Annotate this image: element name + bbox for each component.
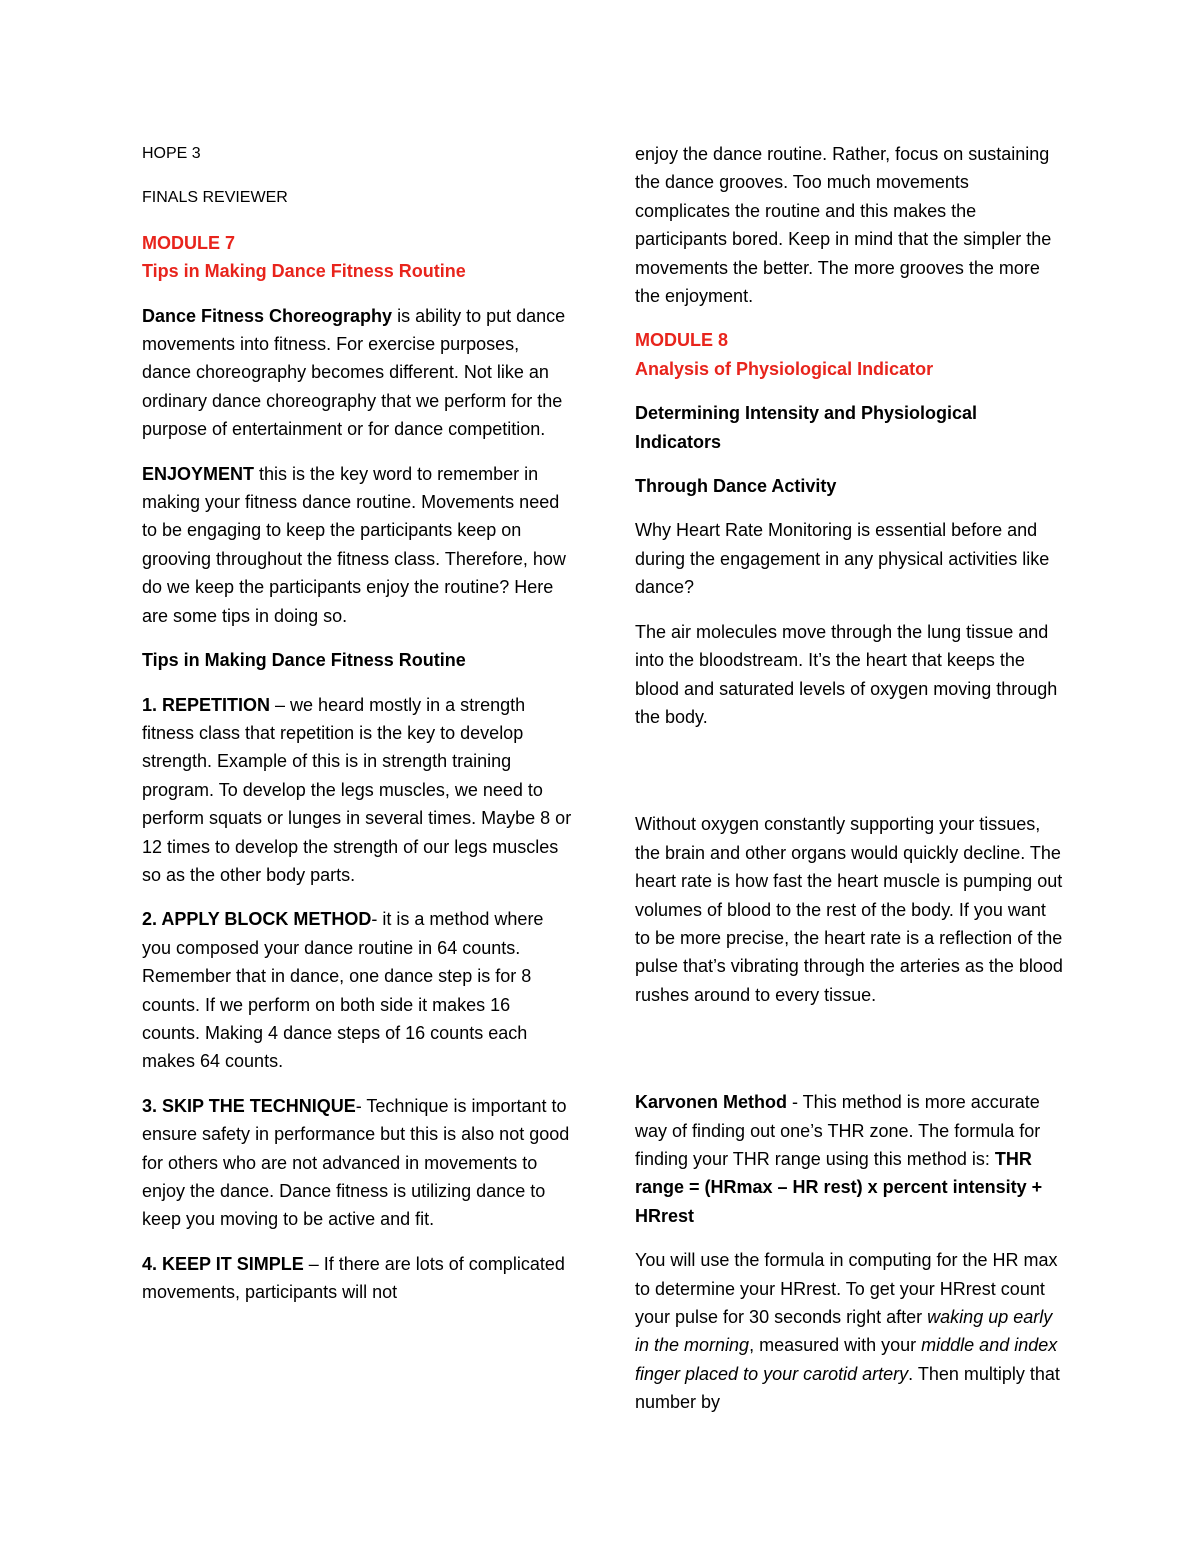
- tip-block-method-term: 2. APPLY BLOCK METHOD: [142, 909, 372, 930]
- blank-space-2: [635, 1025, 1065, 1088]
- choreography-text: is ability to put dance movements into fitness. For exercise purposes, dance choreography becomes different. Not like an ordinary dance choreography that we perform for the purpose of entertainment or for dance competition.: [142, 305, 566, 440]
- keep-simple-continued: enjoy the dance routine. Rather, focus on sustaining the dance grooves. Too much movements complicates the routine and this makes the participants bored. Keep in mind that the simpler the movements the better. The more grooves the more the enjoyment.: [635, 144, 1052, 307]
- tip-block-method: [142, 905, 572, 1075]
- karvonen-text: - This method is more accurate way of finding out one’s THR zone. The formula for finding your THR range using this method is:: [635, 1092, 1041, 1169]
- enjoyment-text: this is the key word to remember in making your fitness dance routine. Movements need to be engaging to keep the participants keep on grooving throughout the fitness class. Therefore, how do we keep the participants enjoy the routine? Here are some tips in doing so.: [142, 463, 566, 626]
- heart-rate-question: Why Heart Rate Monitoring is essential before and during the engagement in any physical activities like dance?: [635, 520, 1050, 598]
- reviewer-label: FINALS REVIEWER: [142, 189, 288, 207]
- dance-activity-heading: Through Dance Activity: [635, 476, 837, 497]
- hrrest-emphasis-finger: middle and index finger placed to your carotid artery: [635, 1335, 1058, 1384]
- air-molecules-paragraph: The air molecules move through the lung tissue and into the bloodstream. It’s the heart that keeps the blood and saturated levels of oxygen moving through the body.: [635, 621, 1058, 727]
- left-column: [142, 140, 572, 1307]
- module8-label: MODULE 8: [635, 330, 729, 351]
- tip-keep-simple-text: – If there are lots of complicated movements, participants will not: [142, 1253, 565, 1303]
- tip-keep-simple: [142, 1250, 572, 1307]
- tip-repetition-term: 1. REPETITION: [142, 694, 271, 715]
- enjoyment-term: ENJOYMENT: [142, 463, 255, 484]
- module7-title: Tips in Making Dance Fitness Routine: [142, 261, 466, 282]
- right-column: [635, 140, 1065, 1417]
- tip-block-method-text: - it is a method where you composed your dance routine in 64 counts. Remember that in dance, one dance step is for 8 counts. If we perform on both side it makes 16 counts. Making 4 dance steps of 16 counts each makes 64 counts.: [142, 909, 544, 1072]
- choreography-term: Dance Fitness Choreography: [142, 305, 393, 326]
- hrrest-text-c: . Then multiply that number by: [635, 1363, 1060, 1413]
- tip-repetition: [142, 691, 572, 890]
- tip-keep-simple-term: 4. KEEP IT SIMPLE: [142, 1253, 304, 1274]
- oxygen-paragraph: Without oxygen constantly supporting your tissues, the brain and other organs would quickly decline. The heart rate is how fast the heart muscle is pumping out volumes of blood to the rest of the body. If you want to be more precise, the heart rate is a reflection of the pulse that’s vibrating through the arteries as the blood rushes around to every tissue.: [635, 814, 1063, 1005]
- karvonen-formula: THR range = (HRmax – HR rest) x percent intensity + HRrest: [635, 1148, 1043, 1226]
- course-label: HOPE 3: [142, 145, 201, 162]
- hrrest-text-a: You will use the formula in computing for the HR max to determine your HRrest. To get your HRrest count your pulse for 30 seconds right after: [635, 1250, 1058, 1327]
- hrrest-paragraph: [635, 1246, 1065, 1416]
- module8-title: Analysis of Physiological Indicator: [635, 358, 934, 379]
- choreography-paragraph: [142, 302, 572, 444]
- karvonen-term: Karvonen Method: [635, 1092, 788, 1113]
- enjoyment-paragraph: [142, 460, 572, 630]
- intensity-heading: Determining Intensity and Physiological Indicators: [635, 403, 978, 452]
- tip-skip-technique-text: - Technique is important to ensure safety in performance but this is also not good for others who are not advanced in movements to enjoy the dance. Dance fitness is utilizing dance to keep you moving to be active and fit.: [142, 1095, 570, 1230]
- tip-repetition-text: – we heard mostly in a strength fitness class that repetition is the key to develop strength. Example of this is in strength training program. To develop the legs muscles, we need to perform squats or lunges in several times. Maybe 8 or 12 times to develop the strength of our legs muscles so as the other body parts.: [142, 694, 572, 885]
- karvonen-paragraph: [635, 1088, 1065, 1230]
- module7-label: MODULE 7: [142, 232, 236, 253]
- tip-skip-technique-term: 3. SKIP THE TECHNIQUE: [142, 1095, 356, 1116]
- tips-heading: Tips in Making Dance Fitness Routine: [142, 650, 466, 671]
- blank-space: [635, 747, 1065, 810]
- hrrest-text-b: , measured with your: [749, 1335, 922, 1356]
- tip-skip-technique: [142, 1092, 572, 1234]
- hrrest-emphasis-morning: waking up early in the morning: [635, 1307, 1053, 1356]
